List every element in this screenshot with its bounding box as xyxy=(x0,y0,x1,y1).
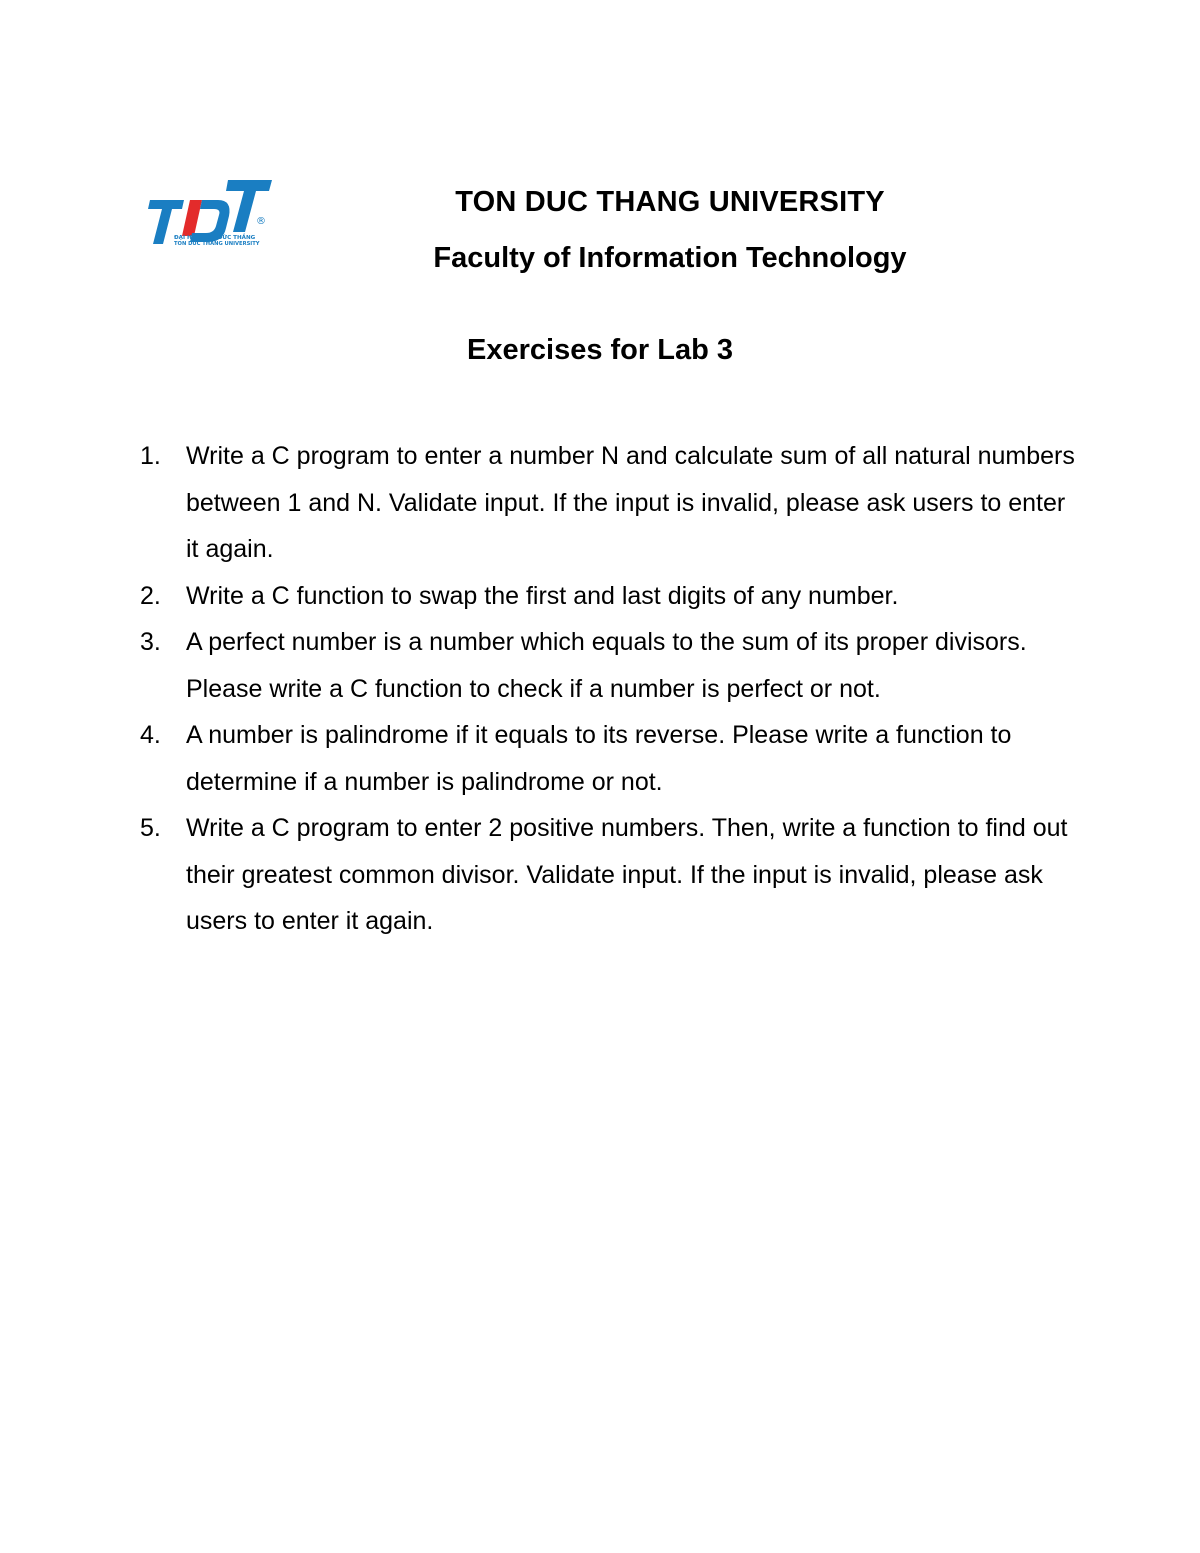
faculty-name: Faculty of Information Technology xyxy=(433,242,907,274)
exercise-item xyxy=(140,619,1080,712)
exercise-text: A number is palindrome if it equals to its reverse. Please write a function to determine if a number is palindrome or not. xyxy=(186,721,1012,796)
exercise-number: 3. xyxy=(140,628,161,656)
exercise-number: 1. xyxy=(140,442,161,470)
exercise-text: Write a C program to enter a number N and calculate sum of all natural numbers between 1 and N. Validate input. If the input is invalid, please ask users to enter it again. xyxy=(186,442,1075,563)
exercise-text: Write a C function to swap the first and last digits of any number. xyxy=(186,581,899,610)
exercise-number: 2. xyxy=(140,581,161,610)
exercise-text: Write a C program to enter 2 positive numbers. Then, write a function to find out their greatest common divisor. Validate input. If the input is invalid, please ask users to enter it again. xyxy=(186,814,1068,935)
exercise-item xyxy=(140,712,1080,805)
logo-line-english: TON DUC THANG UNIVERSITY xyxy=(174,241,260,247)
document-title: Exercises for Lab 3 xyxy=(467,334,733,366)
university-logo xyxy=(146,176,276,248)
registered-mark: ® xyxy=(256,216,266,227)
logo-line-vietnamese: ĐẠI HỌC TÔN ĐỨC THẮNG xyxy=(174,235,256,241)
exercise-item xyxy=(140,805,1080,945)
exercise-item xyxy=(140,433,1080,573)
exercise-list xyxy=(140,433,1080,945)
tdt-logo-icon xyxy=(146,176,276,248)
exercise-text: A perfect number is a number which equals to the sum of its proper divisors. Please write a C function to check if a number is perfect or not. xyxy=(186,628,1027,703)
exercise-number: 4. xyxy=(140,721,161,749)
exercise-item xyxy=(140,573,1080,620)
exercise-number: 5. xyxy=(140,814,161,842)
university-name: TON DUC THANG UNIVERSITY xyxy=(455,186,885,218)
